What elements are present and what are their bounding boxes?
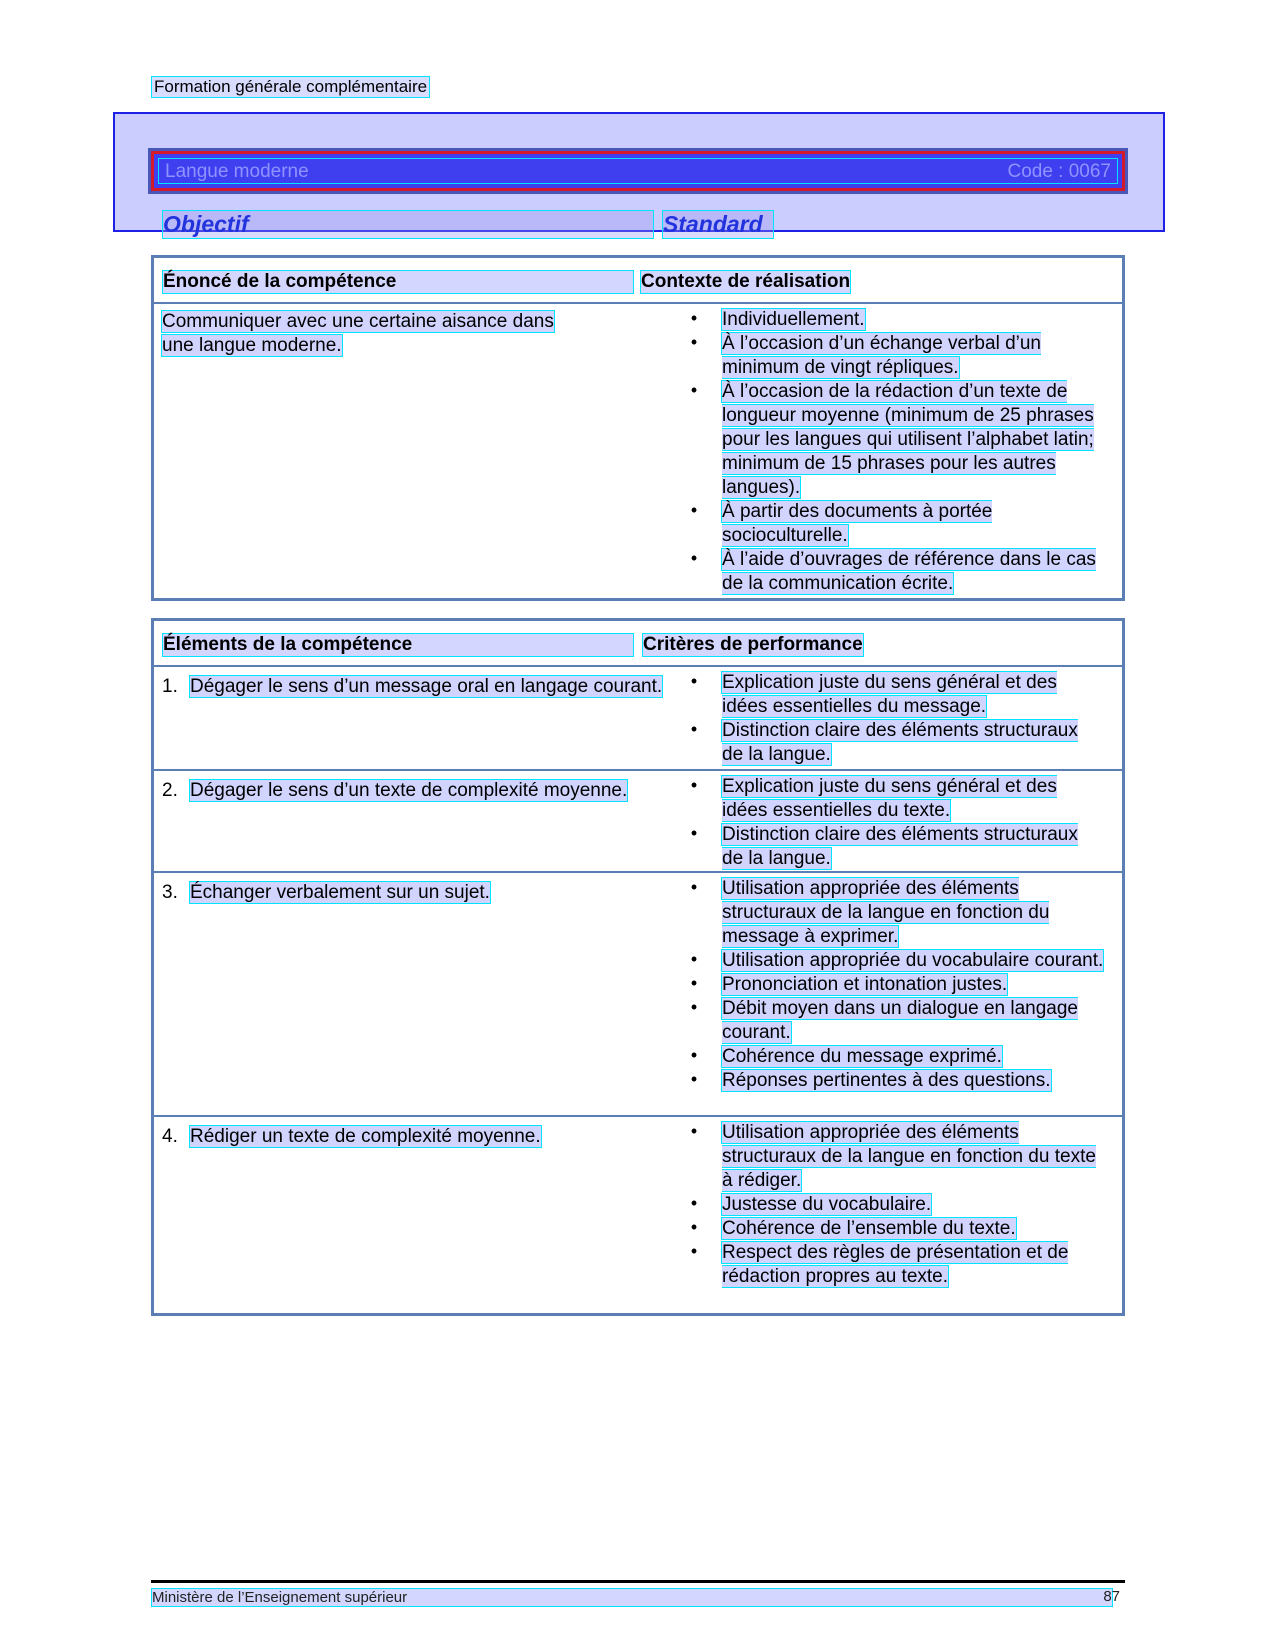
bullet-icon: •: [690, 877, 698, 897]
bullet-text: À l’aide d’ouvrages de référence dans le cas de la communication écrite.: [722, 549, 1096, 594]
running-title: Formation générale complémentaire: [151, 76, 430, 98]
bullet-text: Justesse du vocabulaire.: [722, 1194, 932, 1215]
criteres-list: [684, 671, 1104, 767]
bullet-text: Explication juste du sens général et des idées essentielles du texte.: [722, 776, 1057, 821]
bullet-text: Distinction claire des éléments structuraux de la langue.: [722, 824, 1078, 869]
elements-panel-head: [154, 621, 1122, 667]
bullet-text: Prononciation et intonation justes.: [722, 974, 1008, 995]
bullet-icon: •: [690, 949, 698, 969]
bullet-item: [684, 1193, 1104, 1217]
bullet-icon: •: [690, 1217, 698, 1237]
element-cell: [162, 1125, 682, 1149]
bullet-icon: •: [690, 308, 698, 328]
element-text: Rédiger un texte de complexité moyenne.: [190, 1126, 541, 1147]
bullet-text: Cohérence du message exprimé.: [722, 1046, 1002, 1067]
course-code: Code : 0067: [1007, 161, 1111, 182]
competence-statement: [162, 310, 682, 358]
bullet-icon: •: [690, 1069, 698, 1089]
bullet-icon: •: [690, 671, 698, 691]
standard-label: Standard: [662, 210, 774, 239]
page-number: 87: [1103, 1588, 1120, 1605]
elements-panel: [151, 618, 1125, 1316]
objectif-label: Objectif: [162, 210, 654, 239]
bullet-item: [684, 500, 1104, 548]
bullet-text: À l’occasion d’un échange verbal d’un minimum de vingt répliques.: [722, 333, 1041, 378]
element-number: 2.: [162, 780, 178, 801]
bullet-icon: •: [690, 973, 698, 993]
contexte-list: [684, 308, 1104, 596]
competence-panel: [151, 255, 1125, 601]
bullet-icon: •: [690, 719, 698, 739]
bullet-item: [684, 877, 1104, 949]
bullet-text: Débit moyen dans un dialogue en langage courant.: [722, 998, 1078, 1043]
criteres-list: [684, 877, 1104, 1093]
bullet-icon: •: [690, 500, 698, 520]
bullet-item: [684, 973, 1104, 997]
bullet-text: Individuellement.: [722, 309, 865, 330]
bullet-icon: •: [690, 823, 698, 843]
bullet-text: Cohérence de l’ensemble du texte.: [722, 1218, 1016, 1239]
bullet-text: Utilisation appropriée des éléments structuraux de la langue en fonction du message à exprimer.: [722, 878, 1050, 947]
element-cell: [162, 779, 682, 803]
element-item: [162, 1125, 682, 1149]
bullet-text: Réponses pertinentes à des questions.: [722, 1070, 1051, 1091]
bullet-icon: •: [690, 775, 698, 795]
bullet-icon: •: [690, 1045, 698, 1065]
subject-title-bar: [151, 151, 1125, 191]
bullet-item: [684, 308, 1104, 332]
bullet-text: Utilisation appropriée des éléments structuraux de la langue en fonction du texte à rédiger.: [722, 1122, 1096, 1191]
bullet-item: [684, 949, 1104, 973]
footer-ministry: Ministère de l’Enseignement supérieur: [151, 1588, 1113, 1607]
element-row: [154, 1117, 1122, 1289]
element-number: 3.: [162, 882, 178, 903]
element-row: [154, 771, 1122, 873]
element-rows: [154, 667, 1122, 1289]
element-cell: [162, 881, 682, 905]
statement-line: une langue moderne.: [162, 335, 342, 356]
enonce-heading: Énoncé de la compétence: [162, 270, 634, 294]
criteres-list: [684, 1121, 1104, 1289]
competence-row: [154, 304, 1122, 598]
title-inner: [158, 158, 1118, 184]
bullet-text: À partir des documents à portée socioculturelle.: [722, 501, 993, 546]
bullet-icon: •: [690, 380, 698, 400]
bullet-item: [684, 823, 1104, 871]
element-text: Dégager le sens d’un texte de complexité moyenne.: [190, 780, 628, 801]
element-cell: [162, 675, 682, 699]
subject-name: Langue moderne: [165, 161, 309, 182]
bullet-icon: •: [690, 1121, 698, 1141]
bullet-icon: •: [690, 1241, 698, 1261]
bullet-item: [684, 775, 1104, 823]
element-item: [162, 779, 682, 803]
element-number: 4.: [162, 1126, 178, 1147]
bullet-item: [684, 1069, 1104, 1093]
criteres-heading: Critères de performance: [643, 634, 863, 655]
bullet-item: [684, 719, 1104, 767]
bullet-item: [684, 1121, 1104, 1193]
bullet-text: À l’occasion de la rédaction d’un texte de longueur moyenne (minimum de 25 phrases pour les langues qui utilisent l’alphabet latin; minimum de 15 phrases pour les autres langues).: [722, 381, 1094, 498]
element-item: [162, 881, 682, 905]
statement-line: Communiquer avec une certaine aisance dans: [162, 311, 554, 332]
bullet-item: [684, 1217, 1104, 1241]
bullet-item: [684, 332, 1104, 380]
footer-rule: [151, 1580, 1125, 1583]
bullet-icon: •: [690, 1193, 698, 1213]
bullet-text: Respect des règles de présentation et de rédaction propres au texte.: [722, 1242, 1069, 1287]
elements-heading: Éléments de la compétence: [162, 633, 634, 657]
bullet-text: Explication juste du sens général et des idées essentielles du message.: [722, 672, 1057, 717]
contexte-heading: Contexte de réalisation: [641, 271, 851, 292]
element-row: [154, 873, 1122, 1117]
bullet-item: [684, 997, 1104, 1045]
competence-panel-head: [154, 258, 1122, 304]
bullet-item: [684, 671, 1104, 719]
bullet-text: Utilisation appropriée du vocabulaire courant.: [722, 950, 1104, 971]
bullet-icon: •: [690, 548, 698, 568]
criteres-list: [684, 775, 1104, 871]
bullet-icon: •: [690, 332, 698, 352]
bullet-text: Distinction claire des éléments structuraux de la langue.: [722, 720, 1078, 765]
element-number: 1.: [162, 676, 178, 697]
element-text: Dégager le sens d’un message oral en langage courant.: [190, 676, 663, 697]
element-text: Échanger verbalement sur un sujet.: [190, 882, 490, 903]
bullet-item: [684, 380, 1104, 500]
bullet-item: [684, 548, 1104, 596]
bullet-icon: •: [690, 997, 698, 1017]
element-row: [154, 667, 1122, 771]
element-item: [162, 675, 682, 699]
bullet-item: [684, 1045, 1104, 1069]
bullet-item: [684, 1241, 1104, 1289]
